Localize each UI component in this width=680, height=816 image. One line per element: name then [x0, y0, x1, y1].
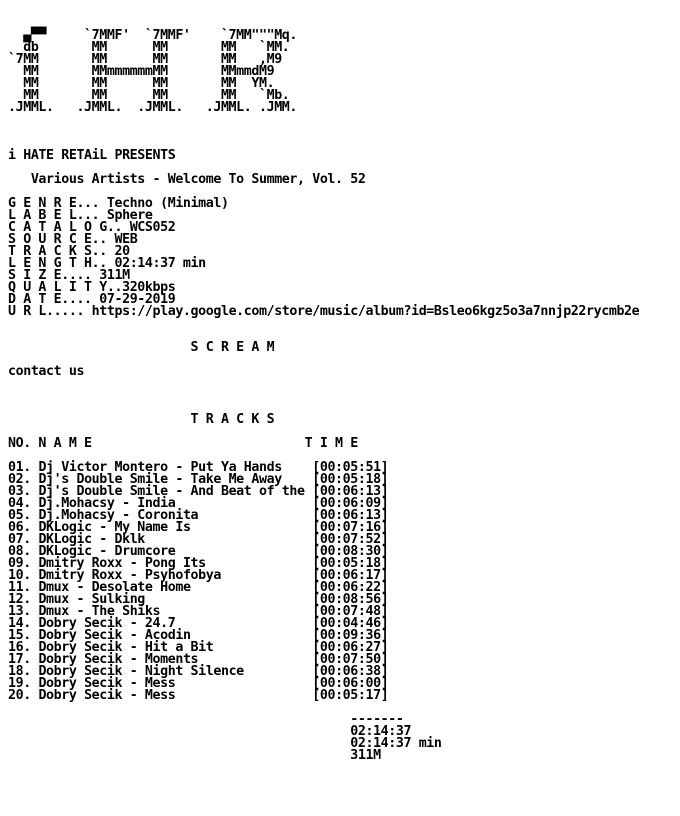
track-time: [00:06:38] [312, 664, 389, 679]
track-number: 06. [8, 520, 31, 535]
track-name: Dobry Secik - Night Silence [38, 664, 244, 679]
info-value: WCS052 [122, 220, 176, 235]
track-number: 01. [8, 460, 31, 475]
track-time: [00:06:09] [312, 496, 389, 511]
nfo-document [8, 30, 639, 762]
track-number: 18. [8, 664, 31, 679]
track-time: [00:06:22] [312, 580, 389, 595]
tracks-heading: T R A C K S [8, 412, 275, 427]
track-time: [00:06:13] [312, 508, 389, 523]
track-time: [00:08:56] [312, 592, 389, 607]
logo-line: .JMML. .JMML. .JMML. .JMML. .JMM. [8, 100, 298, 115]
track-time: [00:08:30] [312, 544, 389, 559]
track-number: 07. [8, 532, 31, 547]
scream-heading: S C R E A M [8, 340, 275, 355]
track-name: DKLogic - Drumcore [38, 544, 176, 559]
presenter-line: i HATE RETAiL PRESENTS [8, 148, 176, 163]
contact-link[interactable]: contact us [8, 364, 85, 379]
track-name: Dobry Secik - Moments [38, 652, 199, 667]
track-number: 05. [8, 508, 31, 523]
info-value: 320kbps [122, 280, 176, 295]
track-name: Dj's Double Smile - Take Me Away [38, 472, 282, 487]
track-name: Dj.Mohacsy - Coronita [38, 508, 199, 523]
track-number: 14. [8, 616, 31, 631]
track-time: [00:07:52] [312, 532, 389, 547]
track-number: 09. [8, 556, 31, 571]
logo-line: MM MMmmmmmmMM MMmmdM9 [8, 64, 275, 79]
info-value: WEB [106, 232, 138, 247]
track-time: [00:05:18] [312, 472, 389, 487]
info-label: L A B E L... [8, 208, 100, 223]
totals-size: 311M [350, 748, 381, 763]
track-name: DKLogic - Dklk [38, 532, 145, 547]
track-number: 20. [8, 688, 31, 703]
track-time: [00:09:36] [312, 628, 389, 643]
info-label: T R A C K S.. [8, 244, 107, 259]
tracks-header-time: T I M E [304, 436, 358, 451]
logo-line: db MM MM MM `MM. [8, 40, 290, 55]
totals-time-min: 02:14:37 min [350, 736, 442, 751]
tracks-header-pad [92, 436, 305, 451]
info-value: 20 [106, 244, 130, 259]
logo-line: `7MM MM MM MM ,M9 [8, 52, 282, 67]
track-name: Dmux - Desolate Home [38, 580, 191, 595]
info-label: S I Z E.... [8, 268, 92, 283]
info-url-link[interactable]: https://play.google.com/store/music/album?id=Bsleo6kgz5o3a7nnjp22rycmb2e [84, 304, 640, 319]
track-number: 02. [8, 472, 31, 487]
track-time: [00:05:51] [312, 460, 389, 475]
track-name: Dobry Secik - Mess [38, 688, 176, 703]
track-name: Dj's Double Smile - And Beat of the [38, 484, 305, 499]
info-value: 02:14:37 min [106, 256, 206, 271]
track-number: 04. [8, 496, 31, 511]
tracks-header-no-name: NO. N A M E [8, 436, 92, 451]
track-name: Dj.Mohacsy - India [38, 496, 176, 511]
info-label: D A T E.... [8, 292, 92, 307]
track-name: Dmitry Roxx - Psyhofobya [38, 568, 221, 583]
totals-divider: ------- [350, 712, 404, 727]
track-number: 15. [8, 628, 31, 643]
track-name: Dobry Secik - 24.7 [38, 616, 176, 631]
track-name: Dobry Secik - Mess [38, 676, 176, 691]
tracks-header [8, 438, 639, 450]
track-pad [175, 688, 312, 703]
info-label: U R L..... [8, 304, 85, 319]
logo-line: MM MM MM MM `Mb. [8, 88, 290, 103]
info-value: Techno (Minimal) [99, 196, 229, 211]
track-time: [00:05:18] [312, 556, 389, 571]
track-time: [00:04:46] [312, 616, 389, 631]
track-time: [00:07:50] [312, 652, 389, 667]
info-label: S O U R C E.. [8, 232, 107, 247]
track-time: [00:07:48] [312, 604, 389, 619]
info-label: Q U A L I T Y.. [8, 280, 123, 295]
track-number: 10. [8, 568, 31, 583]
info-label: C A T A L O G.. [8, 220, 123, 235]
info-url [8, 306, 639, 318]
track-number: 19. [8, 676, 31, 691]
track-time: [00:06:00] [312, 676, 389, 691]
track-row [8, 690, 639, 702]
track-number: 13. [8, 604, 31, 619]
track-name: Dj Victor Montero - Put Ya Hands [38, 460, 282, 475]
totals-time: 02:14:37 [350, 724, 412, 739]
track-name: Dmux - Sulking [38, 592, 145, 607]
track-time: [00:07:16] [312, 520, 389, 535]
logo-line: ▄▀▀ `7MMF' `7MMF' `7MM"""Mq. [8, 28, 298, 43]
info-value: 07-29-2019 [91, 292, 176, 307]
track-time: [00:05:17] [312, 688, 389, 703]
track-number: 08. [8, 544, 31, 559]
track-time: [00:06:17] [312, 568, 389, 583]
track-name: Dmux - The Shiks [38, 604, 161, 619]
track-name: Dmitry Roxx - Pong Its [38, 556, 206, 571]
track-number: 12. [8, 592, 31, 607]
info-label: G E N R E... [8, 196, 100, 211]
info-label: L E N G T H.. [8, 256, 107, 271]
track-name: Dobry Secik - Acodin [38, 628, 191, 643]
info-value: Sphere [99, 208, 153, 223]
track-list [8, 462, 639, 702]
track-name: DKLogic - My Name Is [38, 520, 191, 535]
track-number: 17. [8, 652, 31, 667]
track-name: Dobry Secik - Hit a Bit [38, 640, 214, 655]
info-value: 311M [91, 268, 130, 283]
track-number: 16. [8, 640, 31, 655]
track-time: [00:06:13] [312, 484, 389, 499]
track-number: 03. [8, 484, 31, 499]
track-number: 11. [8, 580, 31, 595]
release-title: Various Artists - Welcome To Summer, Vol. 52 [8, 172, 366, 187]
track-time: [00:06:27] [312, 640, 389, 655]
logo-line: MM MM MM MM YM. [8, 76, 275, 91]
